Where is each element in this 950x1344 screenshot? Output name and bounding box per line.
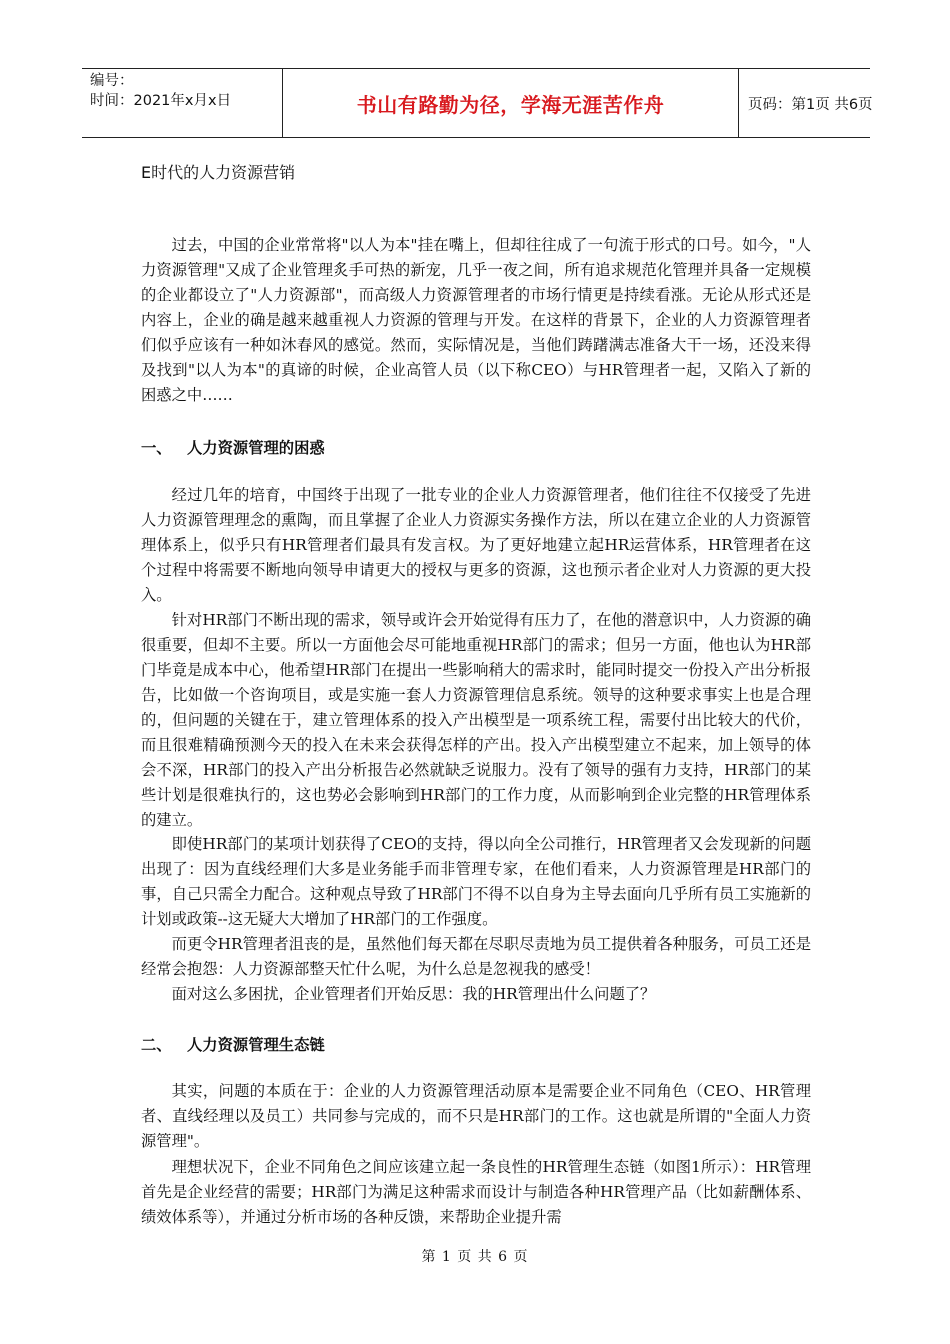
section1-paragraph-3: 即使HR部门的某项计划获得了CEO的支持，得以向全公司推行，HR管理者又会发现新的问题出现了：因为直线经理们大多是业务能手而非管理专家，在他们看来，人力资源管理是HR部门的事，自己只需全力配合。这种观点导致了HR部门不得不以自身为主导去面向几乎所有员工实施新的计划或政策--这无疑大大增加了HR部门的工作强度。 [141,835,811,928]
section2-paragraph-1: 其实，问题的本质在于：企业的人力资源管理活动原本是需要企业不同角色（CEO、HR管理者、直线经理以及员工）共同参与完成的，而不只是HR部门的工作。这也就是所谓的"全面人力资源管理"。 [141,1082,811,1150]
section1-paragraph-5: 面对这么多困扰，企业管理者们开始反思：我的HR管理出什么问题了？ [171,985,656,1003]
section1-paragraph-2: 针对HR部门不断出现的需求，领导或许会开始觉得有压力了，在他的潜意识中，人力资源的确很重要，但却不主要。所以一方面他会尽可能地重视HR部门的需求；但另一方面，他也认为HR部门毕竟是成本中心，他希望HR部门在提出一些影响稍大的需求时，能同时提交一份投入产出分析报告，比如做一个咨询项目，或是实施一套人力资源管理信息系统。领导的这种要求事实上也是合理的，但问题的关键在于，建立管理体系的投入产出模型是一项系统工程，需要付出比较大的代价，而且很难精确预测今天的投入在未来会获得怎样的产出。投入产出模型建立不起来，加上领导的体会不深，HR部门的投入产出分析报告必然就缺乏说服力。没有了领导的强有力支持，HR部门的某些计划是很难执行的，这也势必会影响到HR部门的工作力度，从而影响到企业完整的HR管理体系的建立。 [141,611,811,829]
header-motto-cell [283,69,739,137]
section2-paragraph-2: 理想状况下，企业不同角色之间应该建立起一条良性的HR管理生态链（如图1所示）：HR管理首先是企业经营的需要；HR部门为满足这种需求而设计与制造各种HR管理产品（比如薪酬体系、绩效体系等），并通过分析市场的各种反馈，来帮助企业提升需 [141,1158,811,1226]
section-title: 人力资源管理生态链 [187,1036,325,1054]
section-number: 二、 [141,1036,172,1054]
page-footer: 第 1 页 共 6 页 [421,1249,529,1265]
section1-paragraph-1: 经过几年的培育，中国终于出现了一批专业的企业人力资源管理者，他们往往不仅接受了先进人力资源管理理念的熏陶，而且掌握了企业人力资源实务操作方法，所以在建立企业的人力资源管理体系上，似乎只有HR管理者们最具有发言权。为了更好地建立起HR运营体系，HR管理者在这个过程中将需要不断地向领导申请更大的授权与更多的资源，这也预示者企业对人力资源的更大投入。 [141,486,811,604]
header-page-info: 页码：第1页 共6页 [748,96,873,113]
intro-paragraph: 过去，中国的企业常常将"以人为本"挂在嘴上，但却往往成了一句流于形式的口号。如今，"人力资源管理"又成了企业管理炙手可热的新宠，几乎一夜之间，所有追求规范化管理并具备一定规模的企业都设立了"人力资源部"，而高级人力资源管理者的市场行情更是持续看涨。无论从形式还是内容上，企业的确是越来越重视人力资源的管理与开发。在这样的背景下，企业的人力资源管理者们似乎应该有一种如沐春风的感觉。然而，实际情况是，当他们踌躇满志准备大干一场，还没来得及找到"以人为本"的真谛的时候，企业高管人员（以下称CEO）与HR管理者一起，又陷入了新的困惑之中…… [141,236,811,404]
header-motto: 书山有路勤为径，学海无涯苦作舟 [356,92,665,117]
document-date-label: 时间：2021年x月x日 [90,93,232,109]
document-title: E时代的人力资源营销 [141,163,296,182]
section-heading-2 [141,1033,325,1055]
section-number: 一、 [141,439,172,457]
section1-paragraph-4: 而更令HR管理者沮丧的是，虽然他们每天都在尽职尽责地为员工提供着各种服务，可员工还是经常会抱怨：人力资源部整天忙什么呢，为什么总是忽视我的感受！ [141,935,811,978]
section-title: 人力资源管理的困惑 [187,439,325,457]
section-heading-1 [141,436,325,458]
document-number-label: 编号： [90,73,134,89]
page-header [82,68,873,138]
header-meta [82,69,283,137]
